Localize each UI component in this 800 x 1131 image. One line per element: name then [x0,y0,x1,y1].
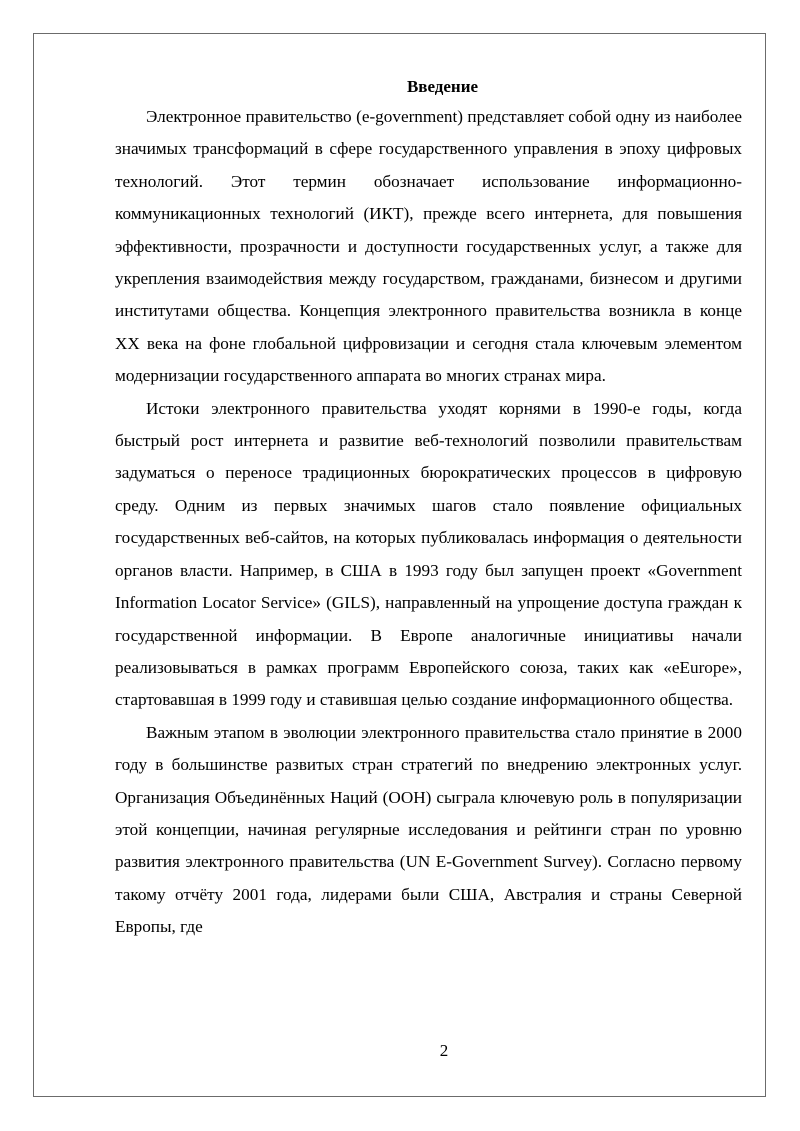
document-title: Введение [406,77,479,96]
paragraph-3: Важным этапом в эволюции электронного правительства стало принятие в 2000 году в большинстве развитых стран стратегий по внедрению электронных услуг. Организация Объединённых Наций (ООН) сыграла ключевую роль в популяризации этой концепции, начиная регулярные исследования и рейтинги стран по уровню развития электронного правительства (UN E-Government Survey). Согласно первому такому отчёту 2001 года, лидерами были США, Австралия и страны Северной Европы, где [115,722,742,937]
paragraph-2: Истоки электронного правительства уходят корнями в 1990-е годы, когда быстрый рост интернета и развитие веб-технологий позволили правительствам задуматься о переносе традиционных бюрократических процессов в цифровую среду. Одним из первых значимых шагов стало появление официальных государственных веб-сайтов, на которых публиковалась информация о деятельности органов власти. Например, в США в 1993 году был запущен проект «Government Information Locator Service» (GILS), направленный на упрощение доступа граждан к государственной информации. В Европе аналогичные инициативы начали реализовываться в рамках программ Европейского союза, таких как «eEurope», стартовавшая в 1999 году и ставившая целью создание информационного общества. [115,398,742,710]
page-number: 2 [439,1041,449,1060]
paragraph-1: Электронное правительство (e-government) представляет собой одну из наиболее значимых трансформаций в сфере государственного управления в эпоху цифровых технологий. Этот термин обозначает использование информационно-коммуникационных технологий (ИКТ), прежде всего интернета, для повышения эффективности, прозрачности и доступности государственных услуг, а также для укрепления взаимодействия между государством, гражданами, бизнесом и другими институтами общества. Концепция электронного правительства возникла в конце XX века на фоне глобальной цифровизации и сегодня стала ключевым элементом модернизации государственного аппарата во многих странах мира. [115,107,742,386]
document-body [115,74,742,944]
